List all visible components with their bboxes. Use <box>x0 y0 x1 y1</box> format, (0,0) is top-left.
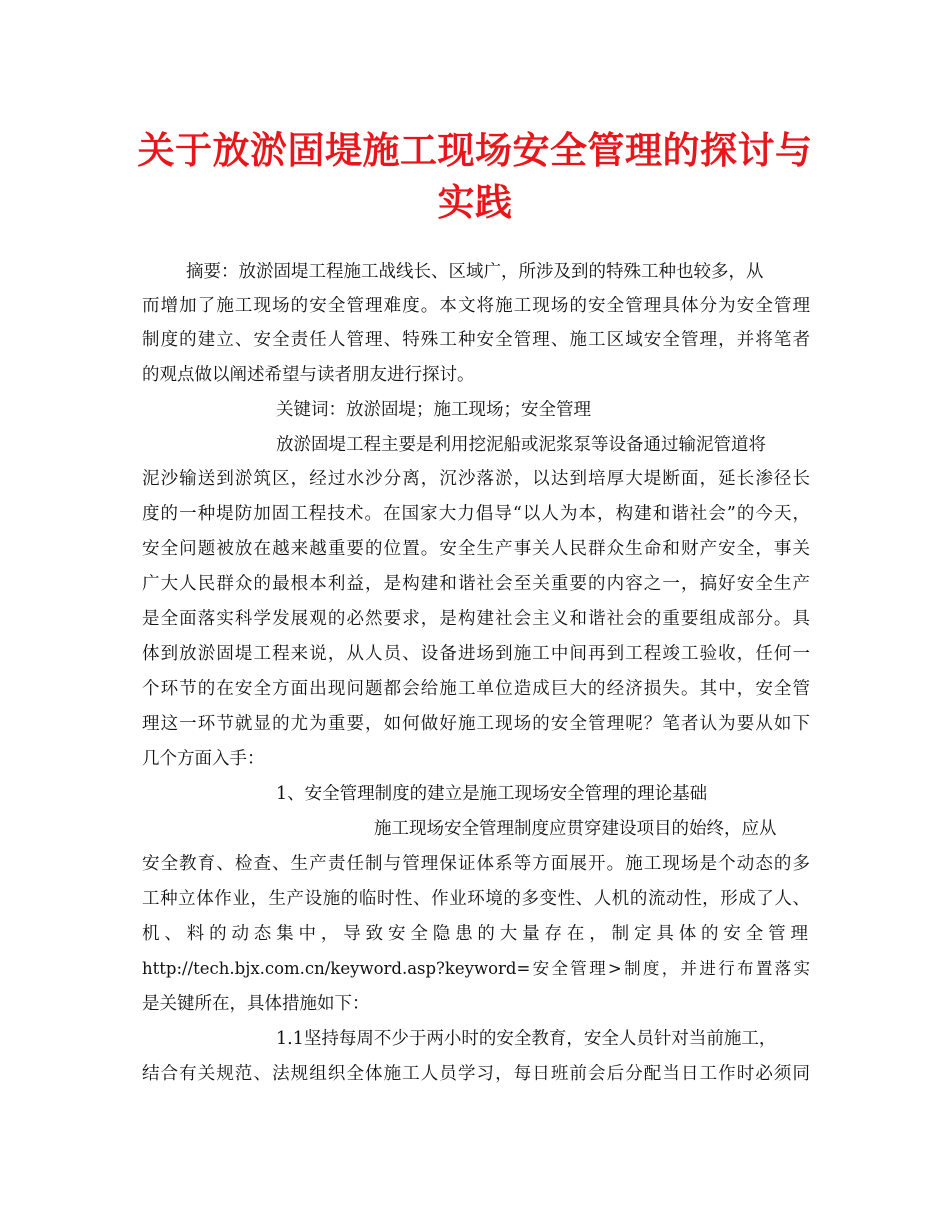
body-line: 泥沙输送到淤筑区，经过水沙分离，沉沙落淤，以达到培厚大堤断面，延长渗径长 <box>142 469 810 489</box>
body-line: 工种立体作业，生产设施的临时性、作业环境的多变性、人机的流动性，形成了人、 <box>142 889 810 909</box>
body-line: 放淤固堤工程主要是利用挖泥船或泥浆泵等设备通过输泥管道将 <box>276 435 766 455</box>
keywords-line: 关键词：放淤固堤；施工现场；安全管理 <box>276 400 591 420</box>
body-line: 广大人民群众的最根本利益，是构建和谐社会至关重要的内容之一，搞好安全生产 <box>142 574 810 594</box>
body-line: 个环节的在安全方面出现问题都会给施工单位造成巨大的经济损失。其中，安全管 <box>142 679 810 699</box>
abstract-line: 而增加了施工现场的安全管理难度。本文将施工现场的安全管理具体分为安全管理 <box>142 296 810 316</box>
body-line: 度的一种堤防加固工程技术。在国家大力倡导“以人为本，构建和谐社会”的今天， <box>142 504 810 524</box>
body-line: 施工现场安全管理制度应贯穿建设项目的始终，应从 <box>374 819 777 839</box>
body-line: 理这一环节就显的尤为重要，如何做好施工现场的安全管理呢？笔者认为要从如下 <box>142 714 810 734</box>
body-line: 体到放淤固堤工程来说，从人员、设备进场到施工中间再到工程竣工验收，任何一 <box>142 644 810 664</box>
abstract-line: 的观点做以阐述希望与读者朋友进行探讨。 <box>142 365 475 385</box>
abstract-line: 摘要：放淤固堤工程施工战线长、区域广，所涉及到的特殊工种也较多，从 <box>186 262 764 282</box>
document-title: 关于放淤固堤施工现场安全管理的探讨与实践 <box>137 128 813 224</box>
body-line: 机、料的动态集中，导致安全隐患的大量存在，制定具体的安全管理 <box>142 924 810 944</box>
body-line: 安全教育、检查、生产责任制与管理保证体系等方面展开。施工现场是个动态的多 <box>142 854 810 874</box>
body-line: 结合有关规范、法规组织全体施工人员学习，每日班前会后分配当日工作时必须同 <box>142 1064 810 1084</box>
subsection-line: 1.1坚持每周不少于两小时的安全教育，安全人员针对当前施工， <box>276 1029 777 1049</box>
abstract-line: 制度的建立、安全责任人管理、特殊工种安全管理、施工区域安全管理，并将笔者 <box>142 330 810 350</box>
body-line: 安全问题被放在越来越重要的位置。安全生产事关人民群众生命和财产安全，事关 <box>142 539 810 559</box>
section-heading: 1、安全管理制度的建立是施工现场安全管理的理论基础 <box>276 784 708 804</box>
body-line: 几个方面入手： <box>142 749 265 769</box>
body-line: 是全面落实科学发展观的必然要求，是构建社会主义和谐社会的重要组成部分。具 <box>142 609 810 629</box>
body-line-with-link: http://tech.bjx.com.cn/keyword.asp?keyword=安全管理>制度，并进行布置落实 <box>142 959 810 978</box>
body-line: 是关键所在，具体措施如下： <box>142 994 370 1014</box>
